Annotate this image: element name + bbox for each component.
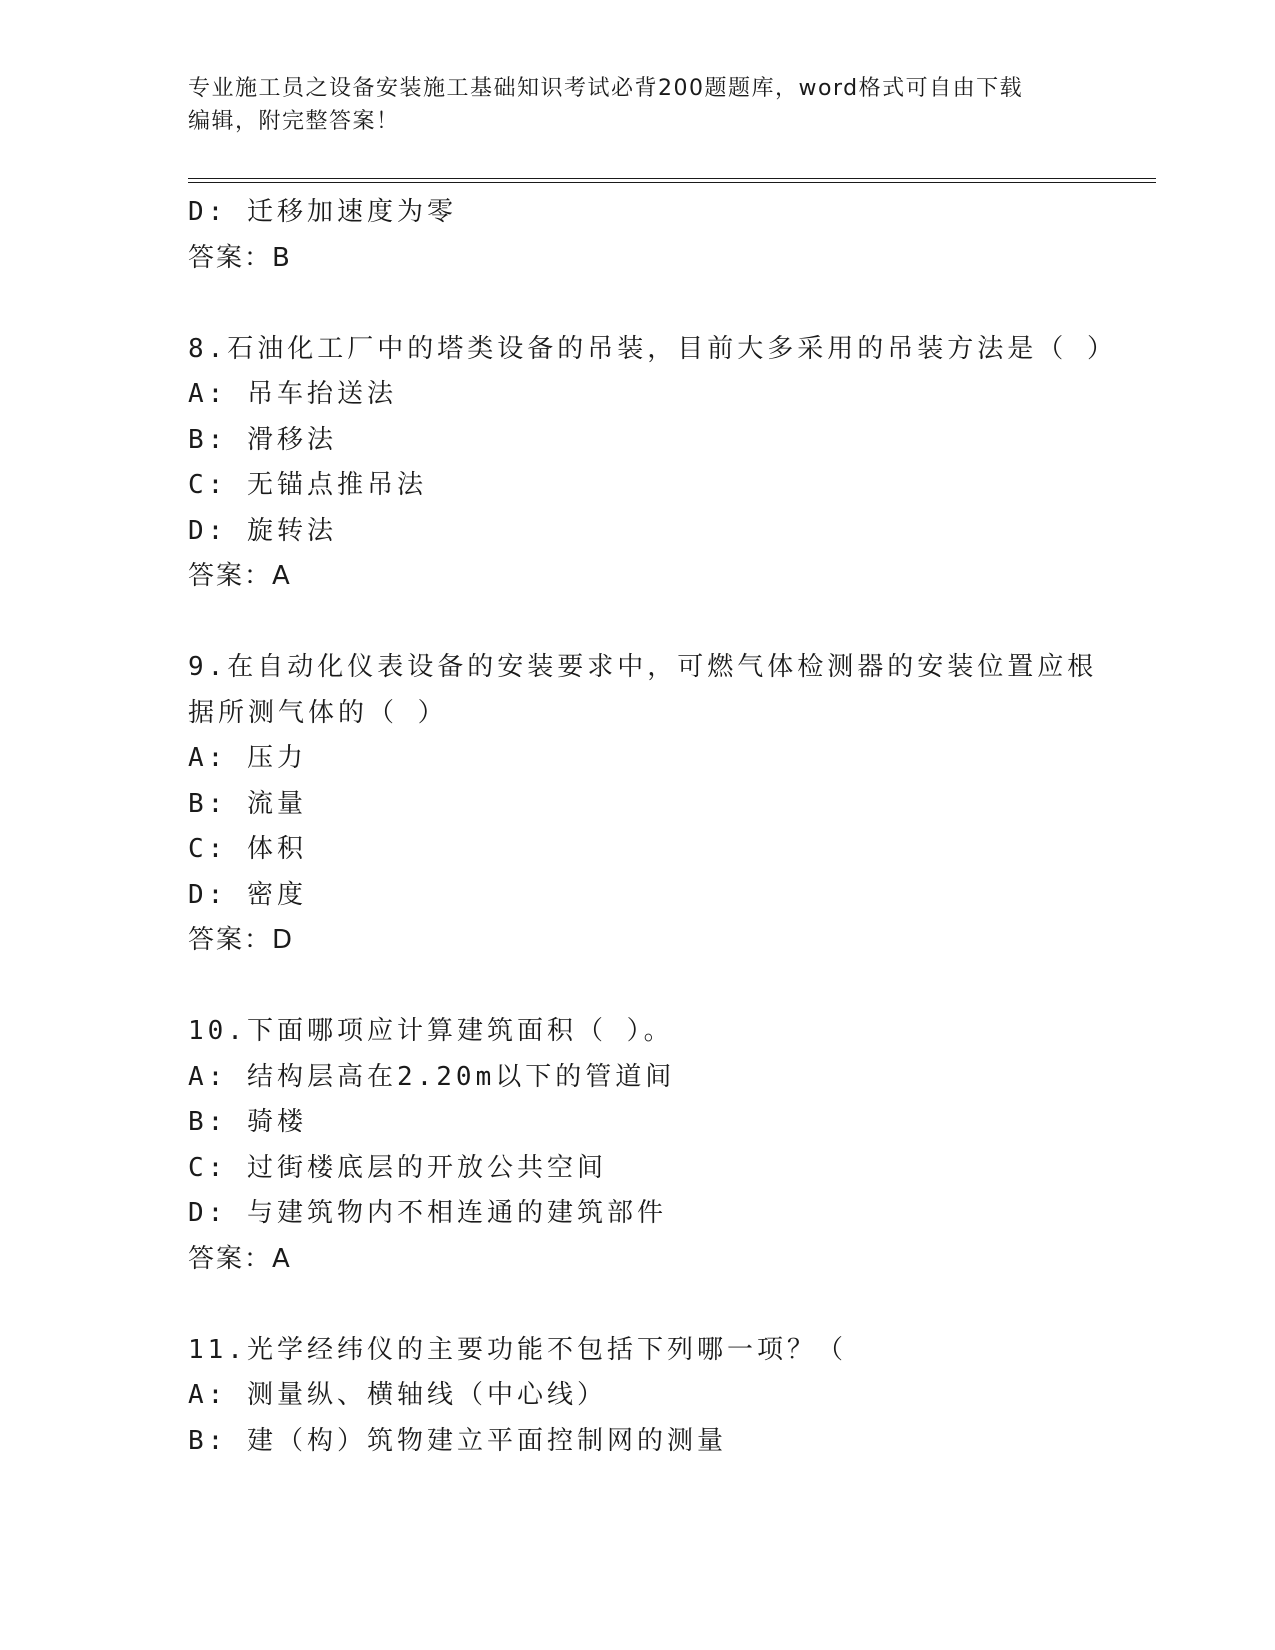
header-line-1: 专业施工员之设备安装施工基础知识考试必背200题题库，word格式可自由下载 — [188, 76, 1024, 101]
question-stem-continued: 据所测气体的（ ） — [188, 697, 448, 728]
option-a: A: 结构层高在2.20m以下的管道间 — [188, 1061, 676, 1092]
option-c: C: 体积 — [188, 834, 307, 864]
spacer — [188, 1282, 1088, 1328]
option-d: D: 与建筑物内不相连通的建筑部件 — [188, 1198, 667, 1228]
question-stem: 8.石油化工厂中的塔类设备的吊装，目前大多采用的吊装方法是（ ） — [188, 333, 1117, 364]
spacer — [188, 281, 1088, 327]
question-stem: 9.在自动化仪表设备的安装要求中，可燃气体检测器的安装位置应根 — [188, 652, 1098, 682]
option-d: D: 密度 — [188, 879, 307, 910]
answer-line: 答案：D — [188, 925, 295, 955]
option-b: B: 骑楼 — [188, 1107, 307, 1137]
option-b: B: 滑移法 — [188, 424, 337, 455]
answer-line: 答案：A — [188, 1243, 292, 1274]
option-a: A: 吊车抬送法 — [188, 379, 397, 409]
option-d: D: 旋转法 — [188, 515, 337, 546]
option-b: B: 建（构）筑物建立平面控制网的测量 — [188, 1425, 727, 1456]
question-stem: 11.光学经纬仪的主要功能不包括下列哪一项？（ — [188, 1334, 847, 1365]
answer-line: 答案：B — [188, 242, 292, 273]
header-rule-top — [188, 178, 1156, 179]
header-line-2: 编辑，附完整答案！ — [188, 109, 400, 134]
header-rule-bottom — [188, 182, 1156, 183]
option-c: C: 无锚点推吊法 — [188, 470, 427, 500]
document-header — [188, 72, 1068, 138]
question-list — [188, 190, 1117, 1464]
spacer — [188, 600, 1088, 646]
option-c: C: 过街楼底层的开放公共空间 — [188, 1152, 607, 1183]
option-a: A: 测量纵、横轴线（中心线） — [188, 1380, 607, 1410]
answer-line: 答案：A — [188, 561, 292, 591]
option-a: A: 压力 — [188, 743, 307, 773]
question-stem: 10.下面哪项应计算建筑面积（ ）。 — [188, 1016, 674, 1046]
option-d: D: 迁移加速度为零 — [188, 197, 457, 227]
option-b: B: 流量 — [188, 788, 307, 819]
spacer — [188, 964, 1088, 1010]
